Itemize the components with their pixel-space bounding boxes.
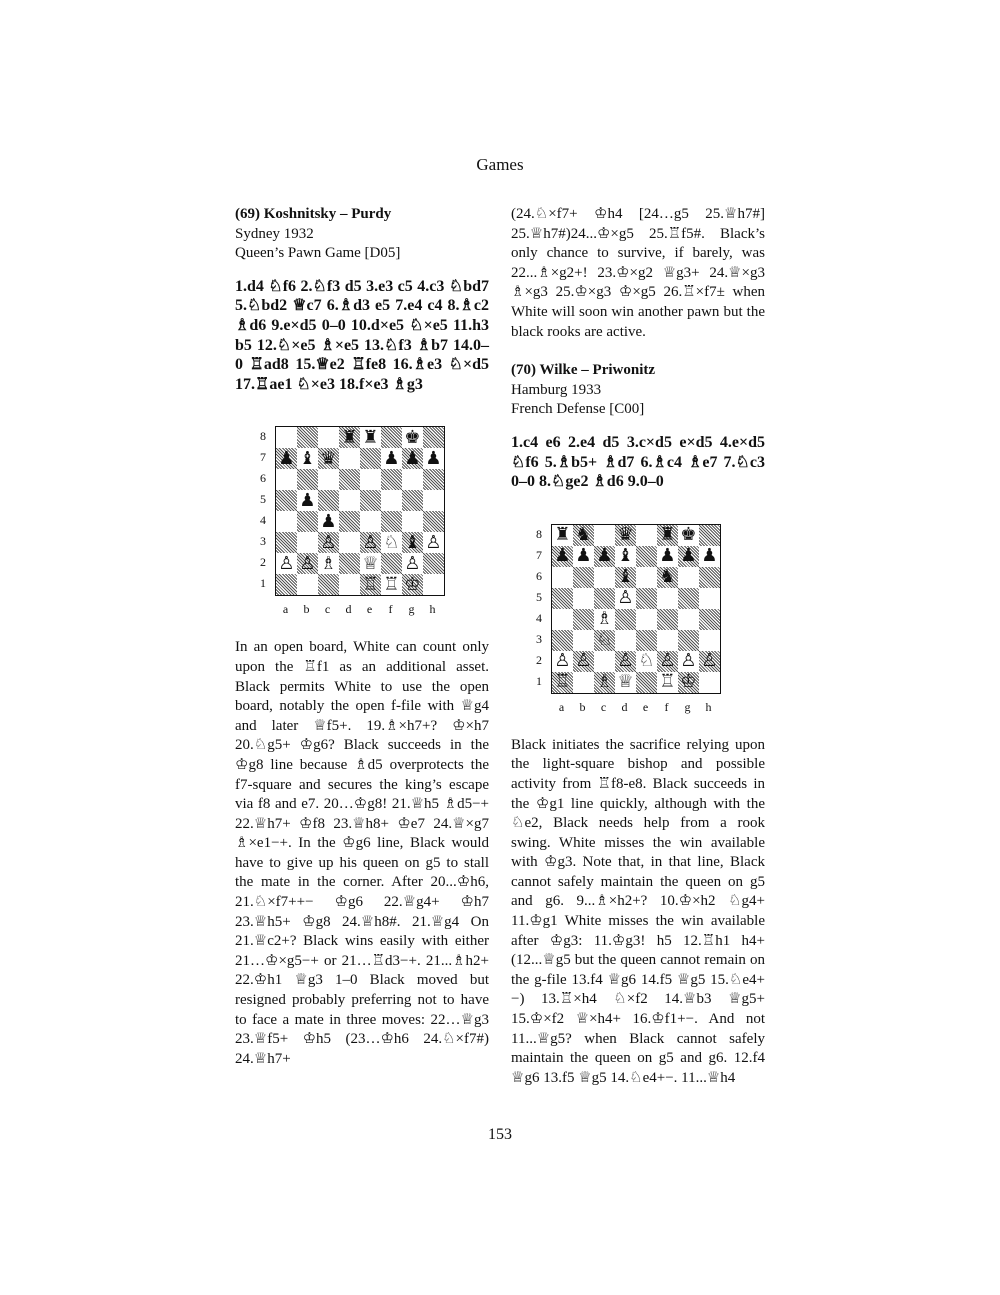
board-square [318, 490, 339, 511]
board-square [699, 609, 720, 630]
chess-piece: ♟ [596, 545, 613, 567]
board-square [615, 672, 636, 693]
board-square [678, 546, 699, 567]
board-square [276, 427, 297, 448]
board-square [318, 469, 339, 490]
board-square [573, 588, 594, 609]
board-square [657, 651, 678, 672]
board-square [360, 469, 381, 490]
board-square [636, 609, 657, 630]
game-70-place: Hamburg 1933 [511, 381, 602, 398]
board-square [594, 525, 615, 546]
board-square [276, 574, 297, 595]
board-square [678, 609, 699, 630]
chess-piece: ♝ [617, 566, 634, 588]
chess-piece: ♝ [617, 545, 634, 567]
file-label: g [408, 602, 415, 617]
board-square [297, 553, 318, 574]
board-square [615, 630, 636, 651]
game-69-moves: 1.d4 ♘f6 2.♘f3 d5 3.e3 c5 4.c3 ♘bd7 5.♘bd2 ♕c7 6.♗d3 e5 7.e4 c4 8.♗c2 ♗d6 9.e×d5 0–0 10.d×e5 ♘×e5 11.h3 b5 12.♘×e5 ♗×e5 13.♘f3 ♗b7 14.0–0 ♖ad8 15.♕e2 ♖fe8 16.♗e3 ♘×d5 17.♖ae1 ♘×e3 18.f×e3 ♗g3 [235, 277, 489, 393]
chess-piece: ♙ [554, 650, 571, 672]
file-label: e [366, 602, 373, 617]
board-square [423, 511, 444, 532]
chess-piece: ♙ [659, 650, 676, 672]
board-square [552, 609, 573, 630]
chess-piece: ♟ [659, 545, 676, 567]
running-header: Games [476, 155, 524, 174]
chess-piece: ♚ [404, 426, 421, 448]
board-square [339, 469, 360, 490]
board-square [573, 609, 594, 630]
board-square [402, 469, 423, 490]
chess-piece: ♟ [320, 510, 337, 532]
chess-piece: ♞ [659, 566, 676, 588]
board-square [678, 630, 699, 651]
game-70-title: (70) Wilke – Priwonitz [511, 362, 656, 379]
board-square [423, 490, 444, 511]
board-square [381, 469, 402, 490]
board-square [318, 574, 339, 595]
board-square [276, 469, 297, 490]
chess-piece: ♜ [362, 426, 379, 448]
board-square [423, 574, 444, 595]
chess-piece: ♖ [362, 573, 379, 595]
board-square [339, 553, 360, 574]
board-square [657, 567, 678, 588]
board-square [297, 511, 318, 532]
board-square [615, 588, 636, 609]
chess-piece: ♞ [575, 524, 592, 546]
board-square [594, 588, 615, 609]
board-square [381, 532, 402, 553]
board-square [297, 427, 318, 448]
board-square [381, 553, 402, 574]
rank-label: 3 [536, 631, 542, 646]
chess-piece: ♙ [617, 587, 634, 609]
chess-piece: ♕ [362, 552, 379, 574]
board-square [552, 546, 573, 567]
chess-piece: ♟ [278, 447, 295, 469]
chess-piece: ♟ [404, 447, 421, 469]
board-square [402, 427, 423, 448]
chess-piece: ♚ [680, 524, 697, 546]
board-square [381, 448, 402, 469]
board-square [339, 511, 360, 532]
chess-piece: ♕ [617, 671, 634, 693]
board-square [594, 609, 615, 630]
board-square [276, 490, 297, 511]
rank-label: 3 [260, 534, 266, 549]
board-square [594, 651, 615, 672]
board-square [699, 630, 720, 651]
board-square [318, 553, 339, 574]
board-square [552, 588, 573, 609]
board-square [699, 546, 720, 567]
board-square [678, 651, 699, 672]
chess-piece: ♟ [554, 545, 571, 567]
chess-piece: ♗ [320, 552, 337, 574]
board-square [636, 672, 657, 693]
chess-piece: ♖ [554, 671, 571, 693]
board-square [360, 532, 381, 553]
board-square [699, 672, 720, 693]
board-square [381, 427, 402, 448]
game-69-commentary: In an open board, White can count only upon the ♖f1 as an additional asset. Black permits White to use the open board, notably the open f-file with ♕g4 and later ♕f5+. 19.♗×h7+? ♔×h7 20.♘g5+ ♔g6? Black succeeds in the ♔g8 line because ♗d5 overprotects the f7-square and secures the king’s escape via f8 and e7. 20…♔g8! 21.♕h5 ♗d5−+ 22.♕h7+ ♔f8 23.♕h8+ ♔e7 24.♕×g7 ♗×e1−+. In the ♔g6 line, Black would have to give up his queen on g5 to stall the mate in the corner. After 20...♔h6, 21.♘×f7++− ♔g6 22.♕g4+ ♔h7 23.♕h5+ ♔g8 24.♕h8#. 21.♕g4 On 21.♕c2+? Black wins easily with either 21…♔×g5−+ or 21…♖d3−+. 21...♗h2+ 22.♔h1 ♕g3 1–0 Black moved but resigned probably preferring not to have to face a mate in three moves: 22…♕g3 23.♕f5+ ♔h5 (23…♔h6 24.♘×f7#) 24.♕h7+ [235, 639, 489, 1067]
right-column [511, 205, 765, 1088]
file-label: h [429, 602, 436, 617]
board-square [699, 651, 720, 672]
rank-label: 5 [536, 589, 542, 604]
rank-labels-1 [257, 426, 269, 594]
rank-label: 1 [260, 576, 266, 591]
chess-piece: ♘ [596, 629, 613, 651]
rank-label: 6 [260, 471, 266, 486]
file-label: h [705, 699, 712, 714]
file-label: f [664, 699, 669, 714]
rank-label: 5 [260, 492, 266, 507]
board-square [678, 672, 699, 693]
chess-diagram-2 [511, 514, 765, 714]
game-69-title: (69) Koshnitsky – Purdy [235, 206, 392, 222]
chess-piece: ♟ [425, 447, 442, 469]
board-square [339, 427, 360, 448]
chess-piece: ♟ [299, 489, 316, 511]
board-square [615, 651, 636, 672]
board-square [594, 672, 615, 693]
board-square [381, 574, 402, 595]
chess-piece: ♗ [596, 608, 613, 630]
file-label: f [388, 602, 393, 617]
rank-label: 4 [260, 513, 266, 528]
chess-piece: ♟ [701, 545, 718, 567]
chess-piece: ♙ [404, 552, 421, 574]
chess-piece: ♗ [596, 671, 613, 693]
chess-piece: ♜ [341, 426, 358, 448]
board-square [573, 546, 594, 567]
board-square [615, 525, 636, 546]
board-square [423, 427, 444, 448]
chess-piece: ♘ [638, 650, 655, 672]
board-square [657, 609, 678, 630]
rank-label: 2 [536, 652, 542, 667]
board-square [297, 574, 318, 595]
left-column [235, 205, 489, 1069]
board-square [318, 532, 339, 553]
board-square [360, 511, 381, 532]
rank-label: 7 [536, 547, 542, 562]
rank-label: 2 [260, 555, 266, 570]
board-square [276, 532, 297, 553]
file-label: c [324, 602, 331, 617]
board-square [339, 448, 360, 469]
chess-piece: ♔ [404, 573, 421, 595]
board-square [402, 490, 423, 511]
game-69-opening: Queen’s Pawn Game [D05] [235, 245, 401, 262]
chessboard-2 [551, 524, 721, 694]
file-label: a [282, 602, 289, 617]
file-label: d [345, 602, 352, 617]
rank-label: 8 [260, 429, 266, 444]
board-square [552, 672, 573, 693]
board-square [552, 525, 573, 546]
chess-piece: ♜ [659, 524, 676, 546]
chess-piece: ♘ [383, 531, 400, 553]
board-square [360, 574, 381, 595]
board-square [318, 448, 339, 469]
file-label: e [642, 699, 649, 714]
board-square [402, 532, 423, 553]
board-square [423, 469, 444, 490]
chess-piece: ♝ [299, 447, 316, 469]
board-square [636, 651, 657, 672]
board-square [657, 525, 678, 546]
board-square [423, 553, 444, 574]
board-square [699, 525, 720, 546]
chess-piece: ♟ [383, 447, 400, 469]
game-69-commentary-continued: (24.♘×f7+ ♔h4 [24…g5 25.♕h7#] 25.♕h7#)24...♔×g5 25.♖f5#. Black’s only chance to survive, if barely, was 22...♗×g2+! 23.♔×g2 ♕g3+ 24.♕×g3 ♗×g3 25.♔×g3 ♔×g5 26.♖×f7± when White will soon win another pawn but the black rooks are active. [511, 206, 765, 340]
board-square [594, 546, 615, 567]
chess-piece: ♙ [425, 531, 442, 553]
board-square [402, 511, 423, 532]
board-square [318, 511, 339, 532]
rank-label: 4 [536, 610, 542, 625]
chess-diagram-1 [235, 416, 489, 616]
board-square [657, 546, 678, 567]
board-square [360, 448, 381, 469]
file-labels-2 [551, 698, 719, 718]
board-square [381, 511, 402, 532]
chess-piece: ♖ [383, 573, 400, 595]
board-square [276, 511, 297, 532]
game-70-moves: 1.c4 e6 2.e4 d5 3.c×d5 e×d5 4.e×d5 ♘f6 5.♗b5+ ♗d7 6.♗c4 ♗e7 7.♘c3 0–0 8.♘ge2 ♗d6 9.0–0 [511, 433, 765, 491]
board-square [402, 553, 423, 574]
chess-piece: ♙ [362, 531, 379, 553]
board-square [339, 574, 360, 595]
chess-piece: ♖ [659, 671, 676, 693]
file-label: g [684, 699, 691, 714]
board-square [615, 609, 636, 630]
board-square [573, 651, 594, 672]
board-square [552, 567, 573, 588]
file-label: b [579, 699, 586, 714]
board-square [636, 546, 657, 567]
board-square [276, 448, 297, 469]
board-square [636, 567, 657, 588]
board-square [297, 532, 318, 553]
chess-piece: ♙ [299, 552, 316, 574]
board-square [423, 532, 444, 553]
board-square [573, 672, 594, 693]
board-square [699, 588, 720, 609]
board-square [657, 672, 678, 693]
chess-piece: ♔ [680, 671, 697, 693]
chess-piece: ♙ [320, 531, 337, 553]
chess-piece: ♜ [554, 524, 571, 546]
board-square [678, 567, 699, 588]
chess-piece: ♙ [278, 552, 295, 574]
board-square [297, 448, 318, 469]
board-square [657, 588, 678, 609]
file-label: d [621, 699, 628, 714]
chess-piece: ♙ [617, 650, 634, 672]
board-square [636, 588, 657, 609]
board-square [552, 630, 573, 651]
rank-label: 1 [536, 673, 542, 688]
game-70-opening: French Defense [C00] [511, 401, 645, 418]
board-square [678, 525, 699, 546]
file-label: a [558, 699, 565, 714]
board-square [423, 448, 444, 469]
chess-piece: ♙ [701, 650, 718, 672]
rank-label: 7 [260, 450, 266, 465]
board-square [615, 546, 636, 567]
rank-label: 6 [536, 568, 542, 583]
board-square [402, 574, 423, 595]
board-square [360, 553, 381, 574]
rank-label: 8 [536, 526, 542, 541]
chessboard-1 [275, 426, 445, 596]
chess-piece: ♛ [617, 524, 634, 546]
board-square [678, 588, 699, 609]
board-square [615, 567, 636, 588]
file-label: c [600, 699, 607, 714]
chess-piece: ♙ [680, 650, 697, 672]
board-square [360, 490, 381, 511]
board-square [381, 490, 402, 511]
board-square [573, 567, 594, 588]
board-square [297, 469, 318, 490]
board-square [360, 427, 381, 448]
board-square [636, 630, 657, 651]
file-labels-1 [275, 600, 443, 620]
board-square [594, 630, 615, 651]
board-square [657, 630, 678, 651]
chess-piece: ♛ [320, 447, 337, 469]
board-square [594, 567, 615, 588]
board-square [636, 525, 657, 546]
chess-piece: ♙ [575, 650, 592, 672]
board-square [339, 490, 360, 511]
board-square [402, 448, 423, 469]
board-square [318, 427, 339, 448]
board-square [552, 651, 573, 672]
chess-piece: ♟ [575, 545, 592, 567]
page-number: 153 [488, 1126, 512, 1143]
rank-labels-2 [533, 524, 545, 692]
game-70-commentary: Black initiates the sacrifice relying upon the light-square bishop and possible activity from ♖f8-e8. Black succeeds in the ♔g1 line quickly, although with the ♘e2, Black needs help from a rook swing. White misses the win available with ♔g3. Note that, in that line, Black cannot safely maintain the queen on g5 and g6. 9...♗×h2+? 10.♔×h2 ♘g4+ 11.♔g1 White misses the win available after ♔g3: 11.♔g3! h5 12.♖h1 h4+ (12...♕g5 but the queen cannot remain on the g-file 13.f4 ♕g6 14.f5 ♕g5 15.♘e4+−) 13.♖×h4 ♘×f2 14.♕b3 ♕g5+ 15.♔×f2 ♕×h4+ 16.♔f1+−. And not 11...♕g5? when Black cannot safely maintain the queen on g5 and g6. 12.f4 ♕g6 13.f5 ♕g5 14.♘e4+−. 11...♕h4 [511, 736, 765, 1086]
file-label: b [303, 602, 310, 617]
game-69-place: Sydney 1932 [235, 225, 314, 242]
board-square [339, 532, 360, 553]
board-square [573, 630, 594, 651]
board-square [276, 553, 297, 574]
board-square [699, 567, 720, 588]
chess-piece: ♟ [680, 545, 697, 567]
board-square [297, 490, 318, 511]
board-square [573, 525, 594, 546]
chess-piece: ♝ [404, 531, 421, 553]
